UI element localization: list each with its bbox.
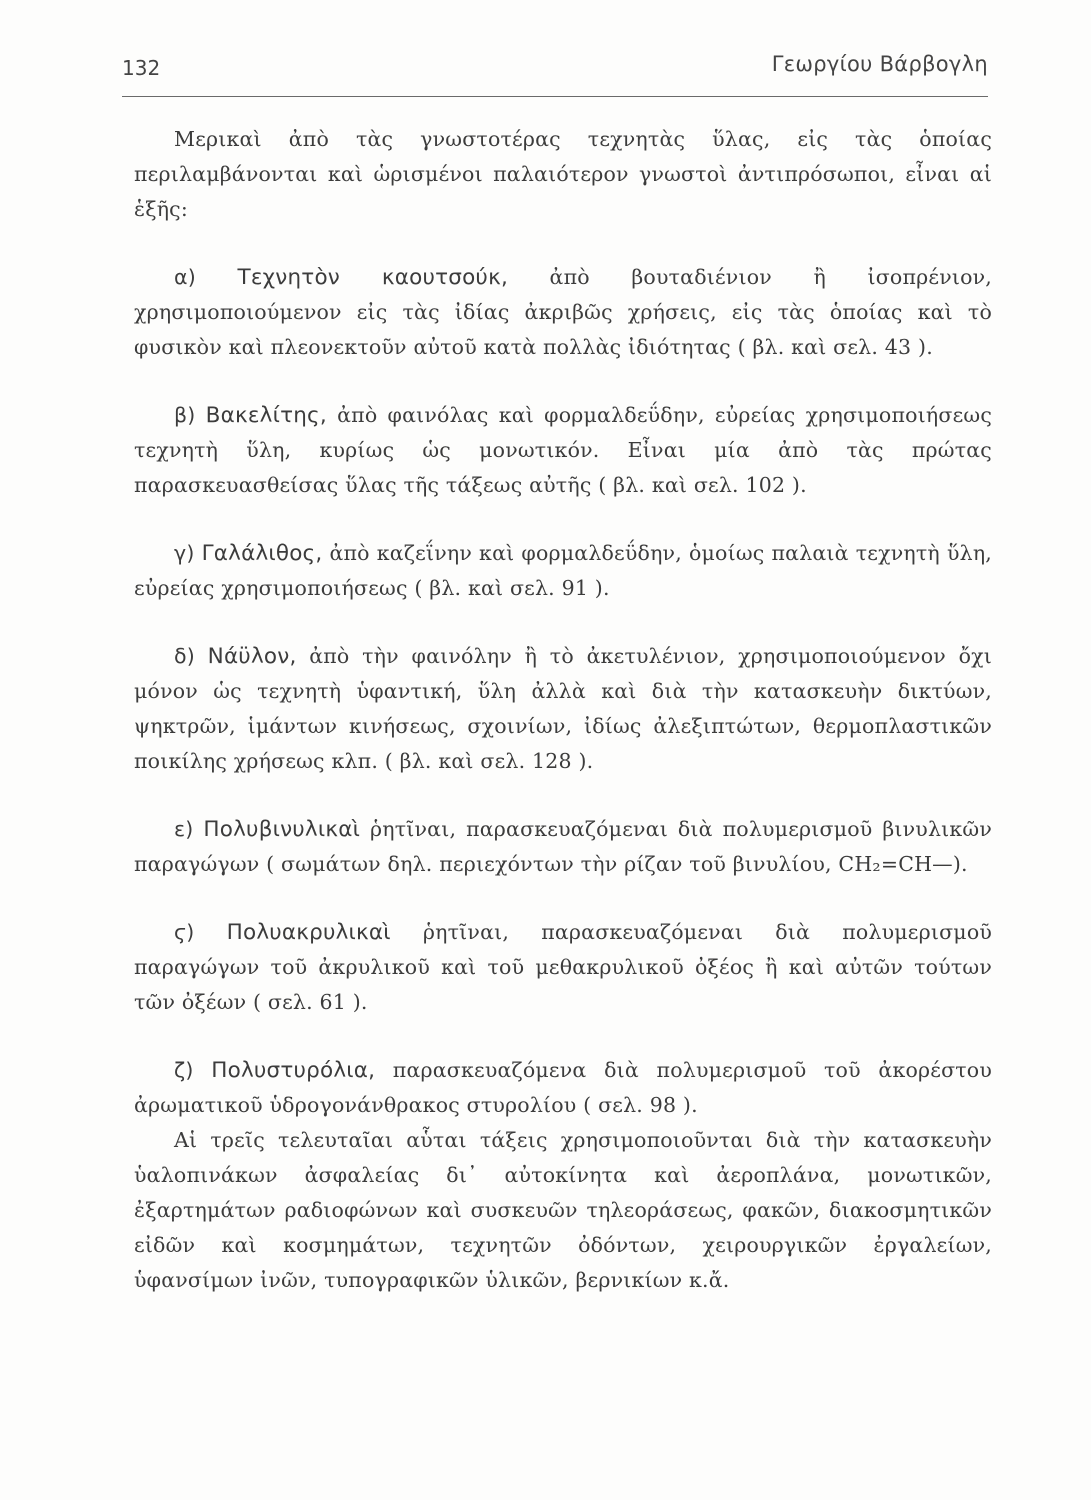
- item-text: ῥητῖναι, παρασκευαζόμεναι διὰ πολυμερισμοῦ βινυλικῶν παραγώγων ( σωμάτων δηλ. περιεχόντων τὴν ρίζαν τοῦ βινυλίου, CH₂=CH—).: [134, 817, 992, 876]
- item-text: ἀπὸ βουταδιένιον ἢ ἰσοπρένιον, χρησιμοποιούμενον εἰς τὰς ἰδίας ἀκριβῶς χρήσεις, εἰς τὰς ὁποίας καὶ τὸ φυσικὸν καὶ πλεονεκτοῦν αὐτοῦ κατὰ πολλὰς ἰδιότητας ( βλ. καὶ σελ. 43 ).: [134, 265, 993, 359]
- spacer: [134, 779, 992, 812]
- item-label: ε): [174, 817, 194, 841]
- item-label: β): [174, 403, 196, 427]
- item-text: ῥητῖναι, παρασκευαζόμεναι διὰ πολυμερισμοῦ παραγώγων τοῦ ἀκρυλικοῦ καὶ τοῦ μεθακρυλικοῦ ὀξέος ἢ καὶ αὐτῶν τούτων τῶν ὀξέων ( σελ. 61 ).: [134, 920, 993, 1014]
- item-label: δ): [174, 644, 195, 668]
- item-label: γ): [174, 541, 195, 565]
- item-label: ϛ): [174, 920, 195, 944]
- list-item-stigma: [134, 915, 992, 1020]
- spacer: [134, 503, 992, 536]
- running-head: Γεωργίου Βάρβογλη: [771, 52, 988, 76]
- spacer: [134, 227, 992, 260]
- page-header: [122, 44, 988, 97]
- list-item-gamma: [134, 536, 992, 606]
- item-term: Βακελίτης,: [205, 403, 327, 428]
- item-term: Τεχνητὸν καουτσούκ,: [237, 265, 508, 290]
- item-term: Γαλάλιθος,: [201, 541, 323, 566]
- item-term: Πολυστυρόλια,: [211, 1058, 376, 1083]
- item-term: Πολυακρυλικαὶ: [226, 920, 391, 945]
- list-item-delta: [134, 639, 992, 779]
- item-text: παρασκευαζόμενα διὰ πολυμερισμοῦ τοῦ ἀκορέστου ἀρωματικοῦ ὑδρογονάνθρακος στυρολίου ( σελ. 98 ).: [134, 1058, 993, 1117]
- list-item-epsilon: [134, 812, 992, 882]
- intro-paragraph: Μερικαὶ ἀπὸ τὰς γνωστοτέρας τεχνητὰς ὕλας, εἰς τὰς ὁποίας περιλαμβάνονται καὶ ὡρισμένοι παλαιότερον γνωστοὶ ἀντιπρόσωποι, εἶναι αἱ ἑξῆς:: [134, 127, 992, 221]
- spacer: [134, 882, 992, 915]
- item-text: ἀπὸ καζεΐνην καὶ φορμαλδεΰδην, ὁμοίως παλαιὰ τεχνητὴ ὕλη, εὐρείας χρησιμοποιήσεως ( βλ. καὶ σελ. 91 ).: [134, 541, 993, 600]
- list-item-beta: [134, 398, 992, 503]
- list-item-alpha: [134, 260, 992, 365]
- item-text: ἀπὸ τὴν φαινόλην ἢ τὸ ἀκετυλένιον, χρησιμοποιούμενον ὄχι μόνον ὡς τεχνητὴ ὑφαντική, ὕλη ἀλλὰ καὶ διὰ τὴν κατασκευὴν δικτύων, ψηκτρῶν, ἱμάντων κινήσεως, σχοινίων, ἰδίως ἀλεξιπτώτων, θερμοπλαστικῶν ποικίλης χρήσεως κλπ. ( βλ. καὶ σελ. 128 ).: [134, 644, 993, 773]
- item-term: Πολυβινυλικαὶ: [203, 817, 361, 842]
- spacer: [134, 606, 992, 639]
- item-label: ζ): [174, 1058, 194, 1082]
- item-term: Νάϋλον,: [207, 644, 297, 669]
- spacer: [134, 1020, 992, 1053]
- list-item-zeta: [134, 1053, 992, 1123]
- page-number: 132: [122, 56, 161, 80]
- spacer: [134, 365, 992, 398]
- body-text: [134, 122, 992, 1298]
- item-text: ἀπὸ φαινόλας καὶ φορμαλδεΰδην, εὐρείας χρησιμοποιήσεως τεχνητὴ ὕλη, κυρίως ὡς μονωτικόν. Εἶναι μία ἀπὸ τὰς πρώτας παρασκευασθείσας ὕλας τῆς τάξεως αὐτῆς ( βλ. καὶ σελ. 102 ).: [134, 403, 992, 497]
- closing-paragraph: Αἱ τρεῖς τελευταῖαι αὗται τάξεις χρησιμοποιοῦνται διὰ τὴν κατασκευὴν ὑαλοπινάκων ἀσφαλείας δι᾿ αὐτοκίνητα καὶ ἀεροπλάνα, μονωτικῶν, ἐξαρτημάτων ραδιοφώνων καὶ συσκευῶν τηλεοράσεως, φακῶν, διακοσμητικῶν εἰδῶν καὶ κοσμημάτων, τεχνητῶν ὀδόντων, χειρουργικῶν ἐργαλείων, ὑφανσίμων ἰνῶν, τυπογραφικῶν ὑλικῶν, βερνικίων κ.ἄ.: [134, 1128, 992, 1292]
- item-label: α): [174, 265, 196, 289]
